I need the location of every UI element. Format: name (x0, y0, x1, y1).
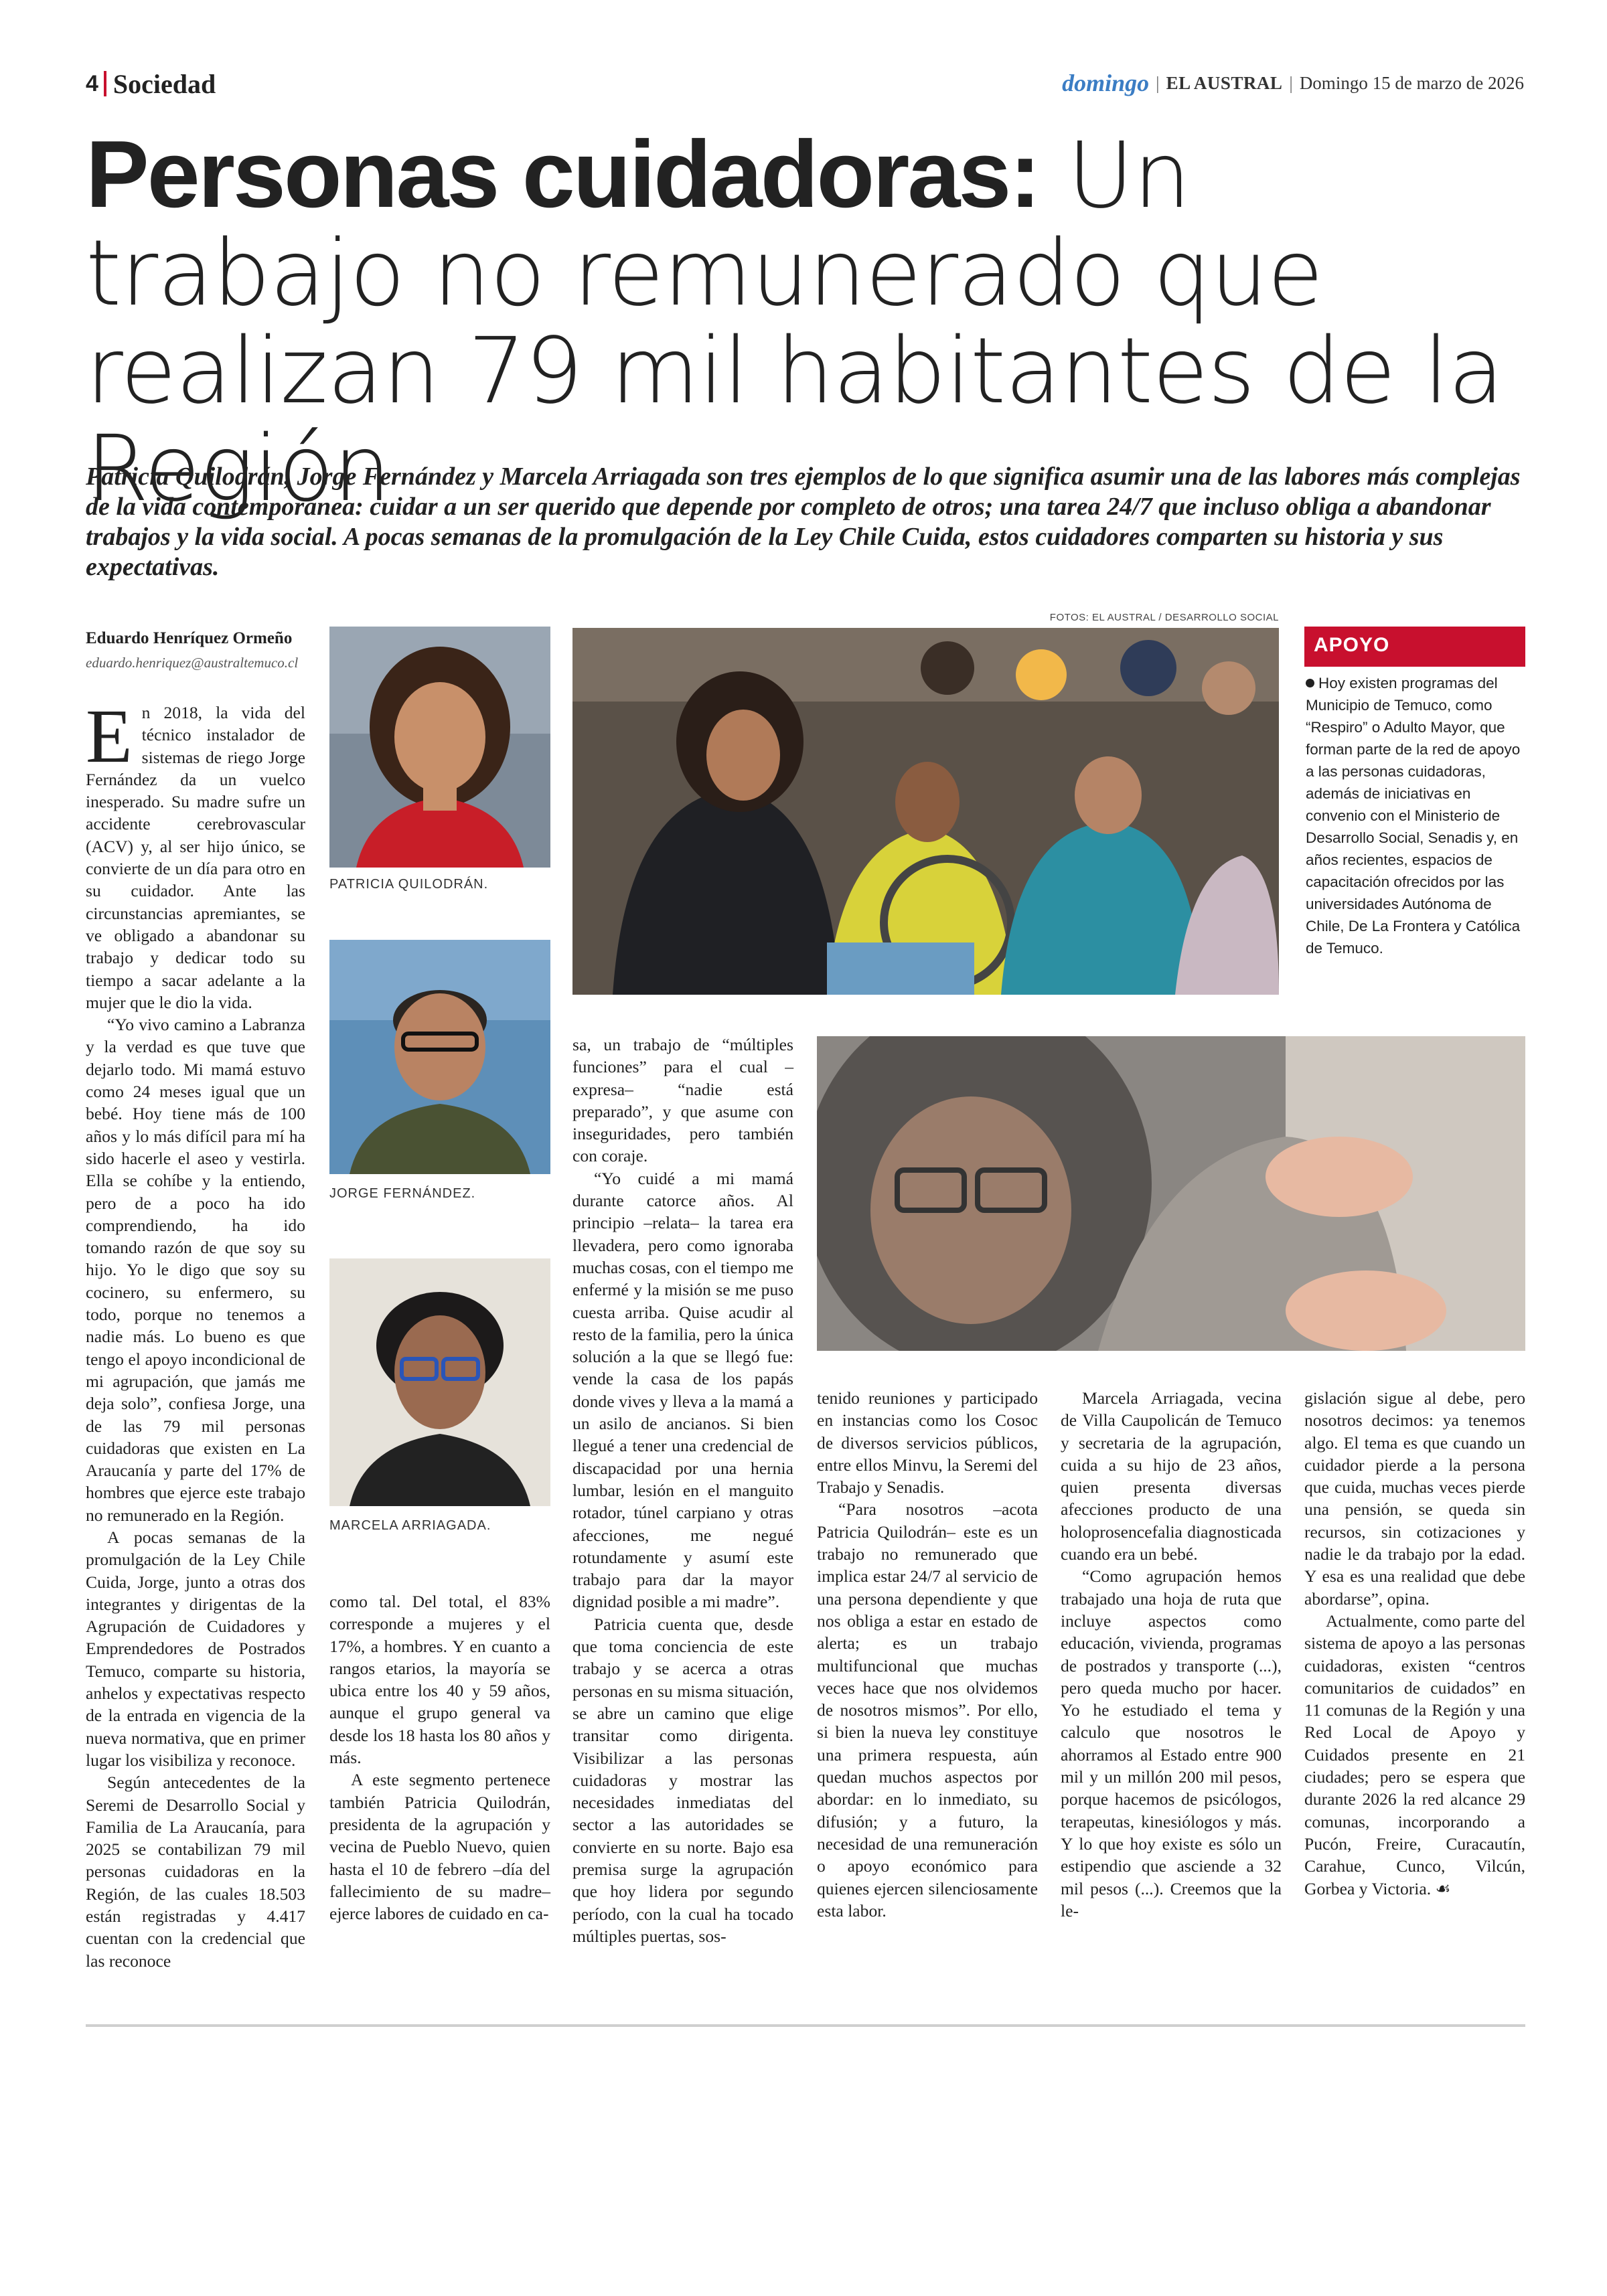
main-photo-group (572, 628, 1279, 995)
sidebar-title: APOYO (1304, 627, 1525, 667)
byline-email[interactable]: eduardo.henriquez@australtemuco.cl (86, 655, 299, 671)
article-column-5 (1061, 1387, 1282, 1922)
byline-author: Eduardo Henríquez Ormeño (86, 629, 293, 647)
portrait-patricia-photo (329, 627, 550, 868)
paragraph: Patricia cuenta que, desde que toma conciencia de este trabajo y se acerca a otras personas en su misma situación, se abre un camino que elige transitar como dirigenta. Visibilizar a las personas cuidadoras y mostrar las necesidades inmediatas del sector a las autoridades se convierte en su norte. Bajo esa premisa surge la agrupación que hoy lidera por segundo período, con la cual ha tocado múltiples puertas, sos- (572, 1614, 793, 1946)
sidebar-body (1306, 672, 1527, 959)
section-header (86, 68, 216, 99)
paragraph: como tal. Del total, el 83% corresponde a mujeres y el 17%, a hombres. Y en cuanto a rangos etarios, la mayoría se ubica entre los 40 y 59 años, aunque el grupo general va desde los 18 hasta los 80 años y más. (329, 1592, 550, 1768)
section-divider (104, 71, 106, 96)
portrait-caption: JORGE FERNÁNDEZ. (329, 1186, 476, 1201)
paragraph (1304, 1610, 1525, 1900)
bullet-icon (1306, 679, 1314, 687)
article-column-4 (817, 1387, 1038, 1922)
portrait-marcela-photo (329, 1258, 550, 1506)
portrait-caption: PATRICIA QUILODRÁN. (329, 877, 489, 892)
brand-name: domingo (1062, 70, 1150, 96)
article-column-3 (572, 1034, 793, 1947)
paragraph: “Como agrupación hemos trabajado una hoja de ruta que incluye aspectos como educación, vivienda, programas de postrados y transporte (...), pero queda mucho por hacer. Yo he estudiado el tema y calculo que nosotros le ahorramos al Estado entre 900 mil y un millón 200 mil pesos, porque hacemos de psicólogos, terapeutas, kinesiólogos y más. Y lo que hoy existe es sólo un estipendio que asciende a 32 mil pesos (...). Creemos que la le- (1061, 1566, 1282, 1920)
caregiver-closeup-photo (817, 1036, 1525, 1351)
page-number: 4 (86, 70, 98, 96)
paragraph: sa, un trabajo de “múltiples funciones” para el cual –expresa– “nadie está preparado”, y que asume con inseguridades, pero también con coraje. (572, 1035, 793, 1166)
paragraph: n 2018, la vida del técnico instalador de sistemas de riego Jorge Fernández da un vuelco inesperado. Su madre sufre un accidente cerebrovascular (ACV) y, al ser hijo único, se convierte de un día para otro en su cuidador. Ante las circunstancias apremiantes, se ve obligado a abandonar su trabajo y dedicar todo su tiempo a sacar adelante a la mujer que le dio la vida. (86, 703, 305, 1012)
issue-date: Domingo 15 de marzo de 2026 (1299, 72, 1524, 93)
masthead: domingo | EL AUSTRAL | Domingo 15 de marzo de 2026 (1062, 70, 1524, 96)
headline-bold: Personas cuidadoras: (86, 121, 1039, 228)
sidebar-text: Hoy existen programas del Municipio de Temuco, como “Respiro” o Adulto Mayor, que forman parte de la red de apoyo a las personas cuidadoras, además de iniciativas en convenio con el Ministerio de Desarrollo Social, Senadis y, en años recientes, espacios de capacitación ofrecidos por las universidades Autónoma de Chile, De La Frontera y Católica de Temuco. (1306, 675, 1521, 957)
paragraph: “Yo vivo camino a Labranza y la verdad es que tuve que dejarlo todo. Mi mamá estuvo como 24 meses igual que un bebé. Hoy tiene más de 100 años y lo más difícil para mí ha sido hacerle el aseo y vestirla. Ella se cohíbe y la entiendo, pero de a poco ha ido comprendiendo, ha ido tomando razón de que soy su hijo. Yo le digo que soy su cocinero, su enfermero, su todo, porque no tenemos a nadie más. Lo bueno es que tengo el apoyo incondicional de mi agrupación, que jamás me deja solo”, confiesa Jorge, una de las 79 mil personas cuidadoras que existen en La Araucanía y parte del 17% de hombres que ejerce este trabajo no remunerado en la Región. (86, 1015, 305, 1525)
bottom-rule (86, 2024, 1525, 2027)
paragraph: Según antecedentes de la Seremi de Desarrollo Social y Familia de La Araucanía, para 2025 se contabilizan 79 mil personas cuidadoras en la Región, de las cuales 18.503 están registradas y 4.417 cuentan con la credencial que las reconoce (86, 1773, 305, 1971)
paragraph: tenido reuniones y participado en instancias como los Cosoc de diversos servicios públicos, entre ellos Minvu, la Seremi del Trabajo y Senadis. (817, 1388, 1038, 1497)
article-column-6 (1304, 1387, 1525, 1900)
paragraph-text: Actualmente, como parte del sistema de apoyo a las personas cuidadoras, existen “centros comunitarios de cuidados” en 11 comunas de la Región y una Red Local de Apoyo y Cuidados presente en 21 ciudades; pero se espera que durante 2026 la red alcance 29 comunas, incorporando a Pucón, Freire, Curacautín, Carahue, Cunco, Vilcún, Gorbea y Victoria. (1304, 1611, 1525, 1898)
paper-name: EL AUSTRAL (1166, 72, 1283, 93)
article-column-1 (86, 693, 305, 1972)
portrait-jorge-photo (329, 940, 550, 1174)
paragraph: A este segmento pertenece también Patricia Quilodrán, presidenta de la agrupación y vecina de Pueblo Nuevo, quien hasta el 10 de febrero –día del fallecimiento de su madre– ejerce labores de cuidado en ca- (329, 1770, 550, 1924)
portrait-caption: MARCELA ARRIAGADA. (329, 1518, 491, 1533)
deck: Patricia Quilodrán, Jorge Fernández y Marcela Arriagada son tres ejemplos de lo que significa asumir una de las labores más complejas de la vida contemporánea: cuidar a un ser querido que depende por completo de otros; una tarea 24/7 que incluso obliga a abandonar trabajos y la vida social. A pocas semanas de la promulgación de la Ley Chile Cuida, estos cuidadores comparten su historia y sus expectativas. (86, 463, 1521, 581)
article-column-2 (329, 1590, 550, 1924)
section-name: Sociedad (112, 68, 216, 99)
end-mark-icon: ☙ (1435, 1878, 1451, 1899)
paragraph: “Para nosotros –acota Patricia Quilodrán– este es un trabajo no remunerado que implica estar 24/7 al servicio de una persona dependiente y que nos obliga a estar en estado de alerta; es un trabajo multifuncional que muchas veces hace que nos olvidemos de nosotros mismos”. Por ello, si bien la nueva ley constituye una primera respuesta, aún quedan muchos aspectos por abordar: en lo inmediato, su difusión; y a futuro, la necesidad de una remuneración o apoyo económico para quienes ejercen silenciosamente esta labor. (817, 1499, 1038, 1920)
photo-credit: FOTOS: EL AUSTRAL / DESARROLLO SOCIAL (1049, 612, 1279, 623)
paragraph: A pocas semanas de la promulgación de la Ley Chile Cuida, Jorge, junto a otras dos integrantes y dirigentas de la Agrupación de Cuidadores y Emprendedores de Postrados Temuco, comparte su historia, anhelos y expectativas respecto de la entrada en vigencia de la nueva normativa, que en primer lugar los visibiliza y reconoce. (86, 1527, 305, 1770)
headline-light: Un trabajo no remunerado que realizan 79 mil habitantes de la Región (86, 123, 1504, 522)
paragraph: Marcela Arriagada, vecina de Villa Caupolicán de Temuco y secretaria de la agrupación, cuida a su hijo de 23 años, quien presenta diversas afecciones producto de una holoprosencefalia diagnosticada cuando era un bebé. (1061, 1388, 1282, 1564)
paragraph: “Yo cuidé a mi mamá durante catorce años. Al principio –relata– la tarea era llevadera, pero como ignoraba muchas cosas, con el tiempo me enfermé y la misión se me puso cuesta arriba. Quise acudir al resto de la familia, pero la única solución a la que se llegó fue: vende la casa de los papás donde vives y lleva a la mamá a un asilo de ancianos. Si bien llegué a tener una credencial de discapacidad por una hernia lumbar, lesión en el manguito rotador, túnel carpiano y otras afecciones, me negué rotundamente y asumí este trabajo para dar la mayor dignidad posible a mi madre”. (572, 1168, 793, 1612)
drop-cap: E (86, 693, 133, 778)
paragraph: gislación sigue al debe, pero nosotros decimos: ya tenemos algo. El tema es que cuando un cuidador pierde a la persona que cuida, muchas veces pierde una pensión, se queda sin recursos, sin cotizaciones y nadie le da trabajo por la edad. Y esa es una realidad que debe abordarse”, opina. (1304, 1388, 1525, 1609)
